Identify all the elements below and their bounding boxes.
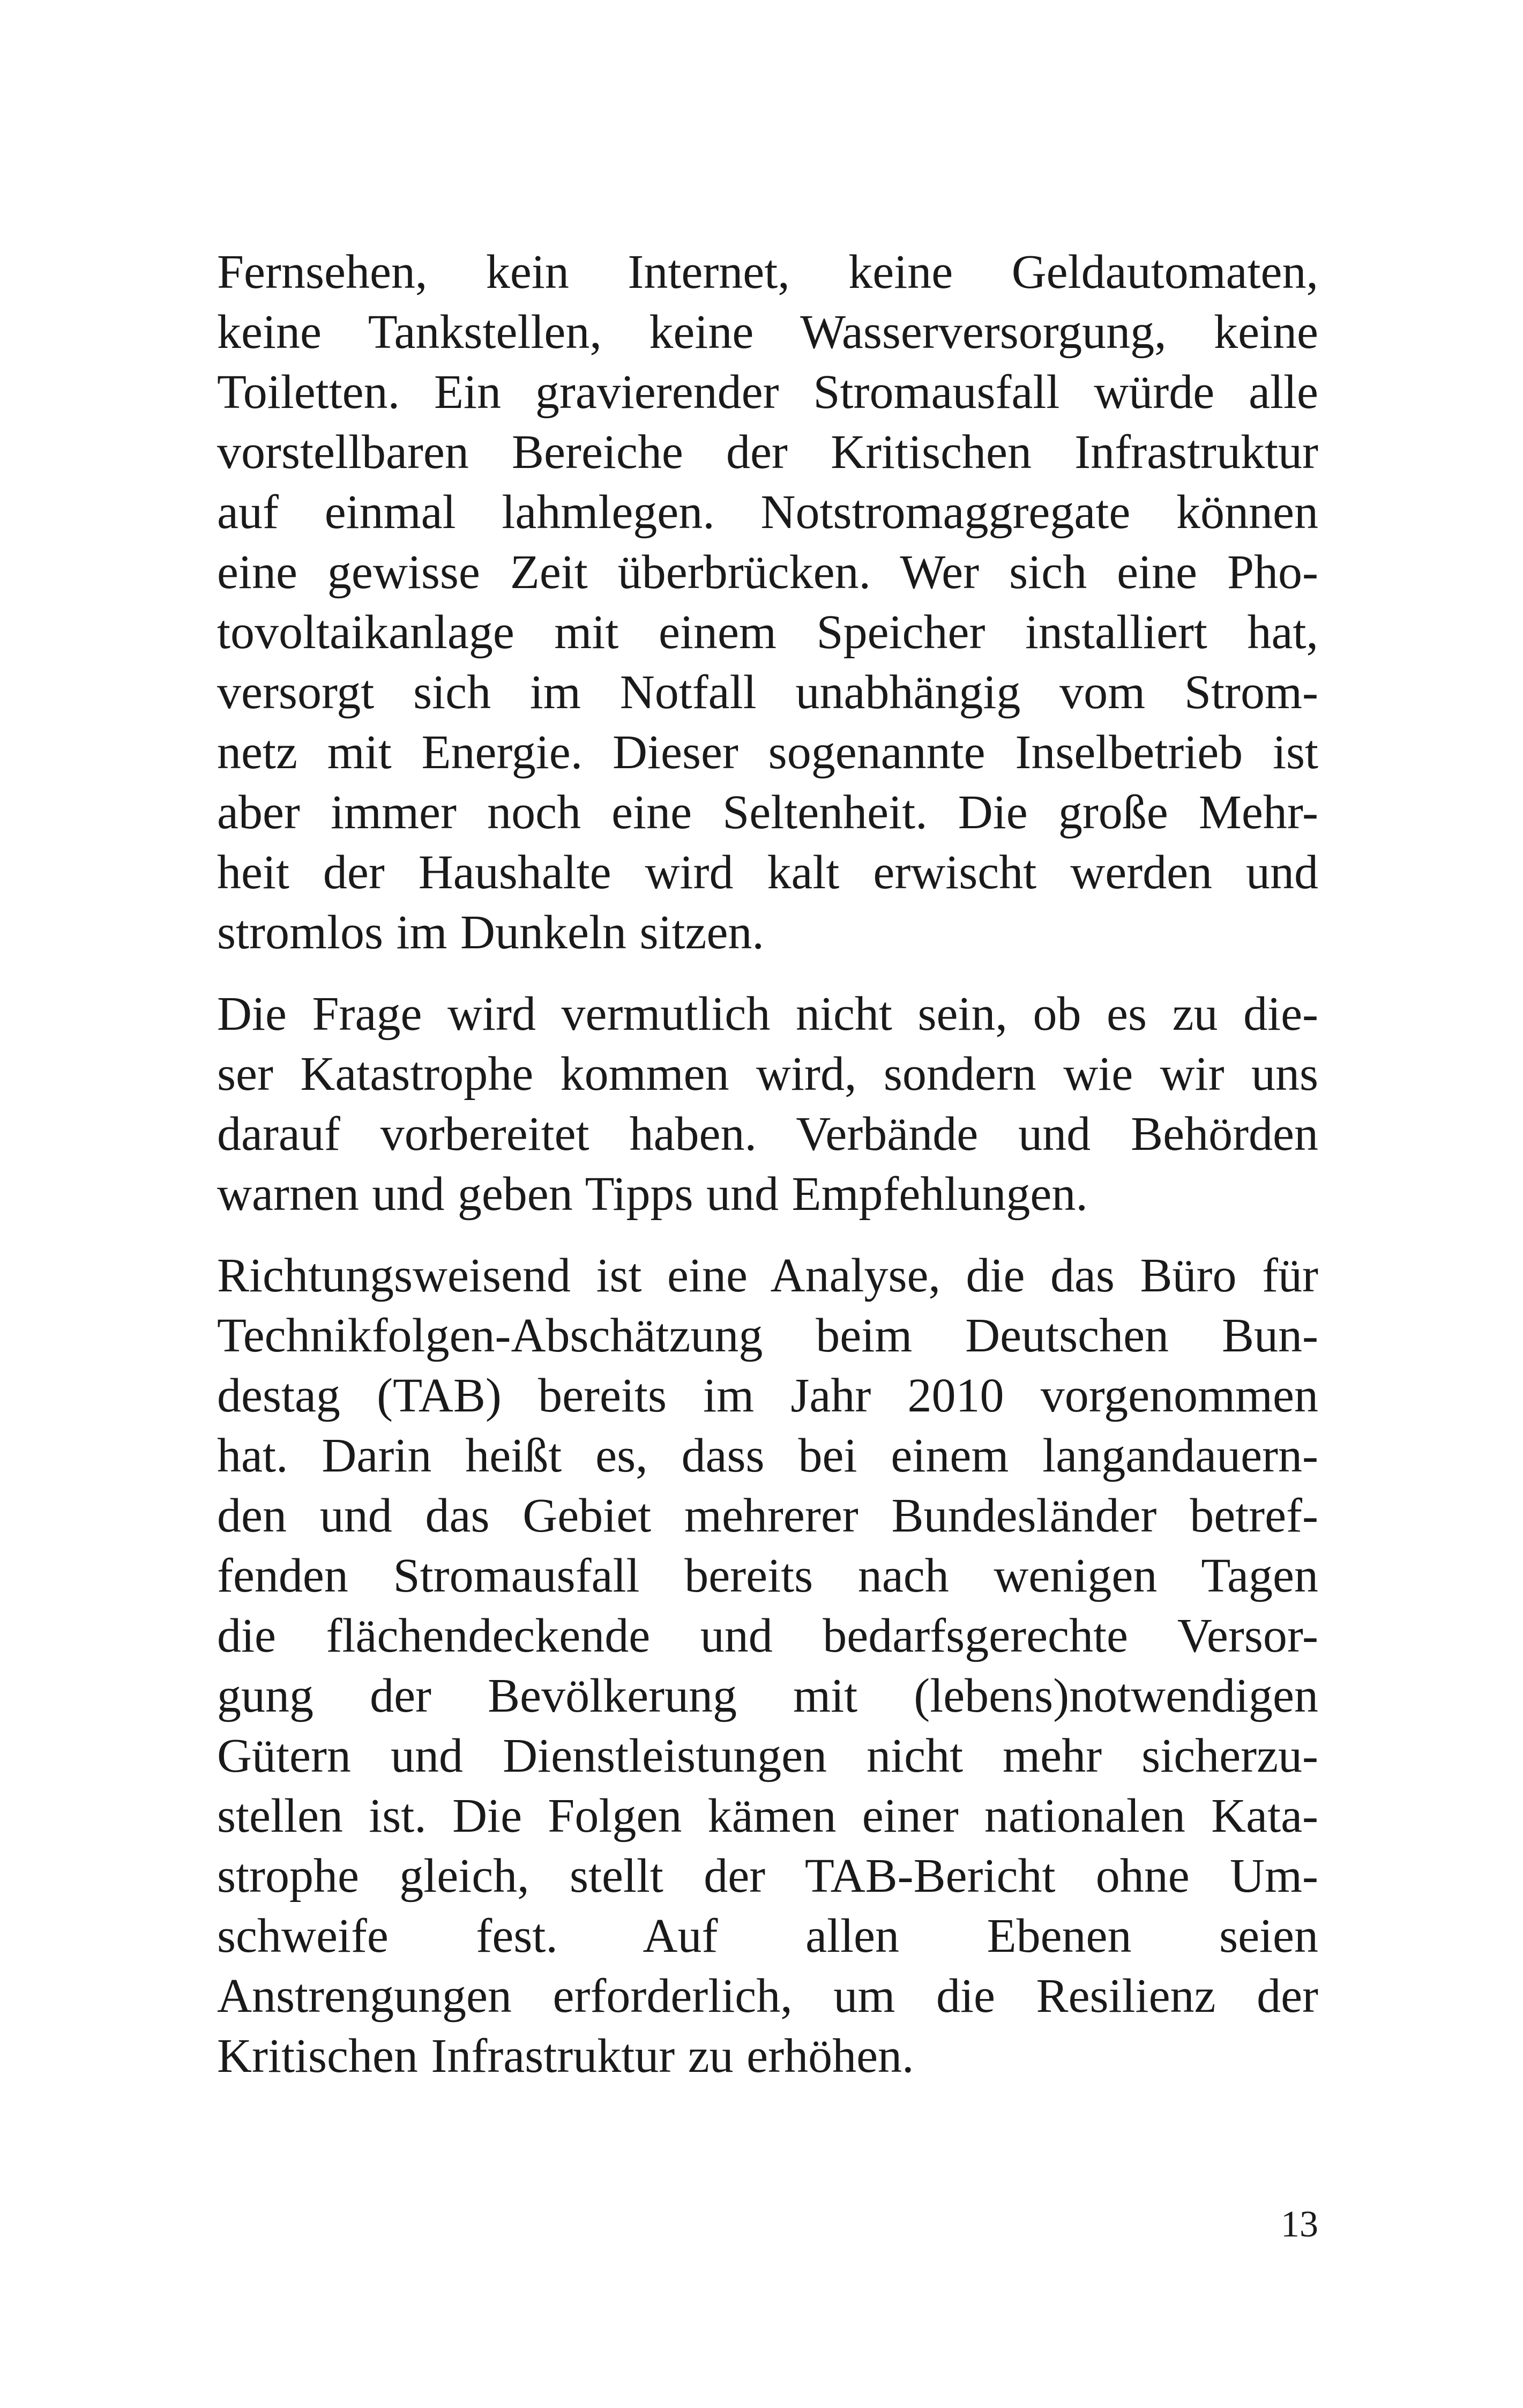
page-number: 13 xyxy=(1281,2204,1318,2245)
text-line: Fernsehen, kein Internet, keine Geldautomaten, xyxy=(217,246,1318,299)
text-line: versorgt sich im Notfall unabhängig vom Strom- xyxy=(217,666,1318,719)
text-line: gung der Bevölkerung mit (lebens)notwendigen xyxy=(217,1669,1318,1722)
text-line: den und das Gebiet mehrerer Bundesländer betref- xyxy=(217,1489,1318,1542)
text-line: ser Katastrophe kommen wird, sondern wie wir uns xyxy=(217,1047,1318,1101)
paragraph xyxy=(217,1246,1318,2086)
paragraph xyxy=(217,984,1318,1224)
text-line: hat. Darin heißt es, dass bei einem langandauern- xyxy=(217,1429,1318,1482)
text-line: Kritischen Infrastruktur zu erhöhen. xyxy=(217,2030,914,2083)
text-line: darauf vorbereitet haben. Verbände und Behörden xyxy=(217,1108,1318,1161)
text-line: aber immer noch eine Seltenheit. Die große Mehr- xyxy=(217,786,1318,839)
text-line: stromlos im Dunkeln sitzen. xyxy=(217,906,764,959)
text-line: keine Tankstellen, keine Wasserversorgung, keine xyxy=(217,306,1318,359)
text-line: Die Frage wird vermutlich nicht sein, ob es zu die- xyxy=(217,987,1318,1041)
text-line: stellen ist. Die Folgen kämen einer nationalen Kata- xyxy=(217,1789,1318,1842)
text-line: fenden Stromausfall bereits nach wenigen Tagen xyxy=(217,1549,1318,1602)
text-line: netz mit Energie. Dieser sogenannte Inselbetrieb ist xyxy=(217,726,1318,779)
text-line: Anstrengungen erforderlich, um die Resilienz der xyxy=(217,1969,1318,2023)
text-line: Technikfolgen-Abschätzung beim Deutschen Bun- xyxy=(217,1309,1318,1362)
text-line: Toiletten. Ein gravierender Stromausfall würde alle xyxy=(217,366,1318,419)
text-line: destag (TAB) bereits im Jahr 2010 vorgenommen xyxy=(217,1369,1318,1422)
text-line: schweife fest. Auf allen Ebenen seien xyxy=(217,1909,1318,1963)
text-line: eine gewisse Zeit überbrücken. Wer sich eine Pho- xyxy=(217,546,1318,599)
text-line: tovoltaikanlage mit einem Speicher installiert hat, xyxy=(217,606,1318,659)
text-line: auf einmal lahmlegen. Notstromaggregate können xyxy=(217,486,1318,539)
text-line: strophe gleich, stellt der TAB-Bericht ohne Um- xyxy=(217,1849,1318,1902)
text-line: vorstellbaren Bereiche der Kritischen Infrastruktur xyxy=(217,426,1318,479)
text-line: Richtungsweisend ist eine Analyse, die das Büro für xyxy=(217,1249,1318,1302)
text-line: Gütern und Dienstleistungen nicht mehr sicherzu- xyxy=(217,1729,1318,1782)
body-text xyxy=(217,242,1318,2086)
text-line: heit der Haushalte wird kalt erwischt werden und xyxy=(217,846,1318,899)
text-line: die flächendeckende und bedarfsgerechte Versor- xyxy=(217,1609,1318,1662)
text-line: warnen und geben Tipps und Empfehlungen. xyxy=(217,1168,1088,1221)
paragraph xyxy=(217,242,1318,963)
